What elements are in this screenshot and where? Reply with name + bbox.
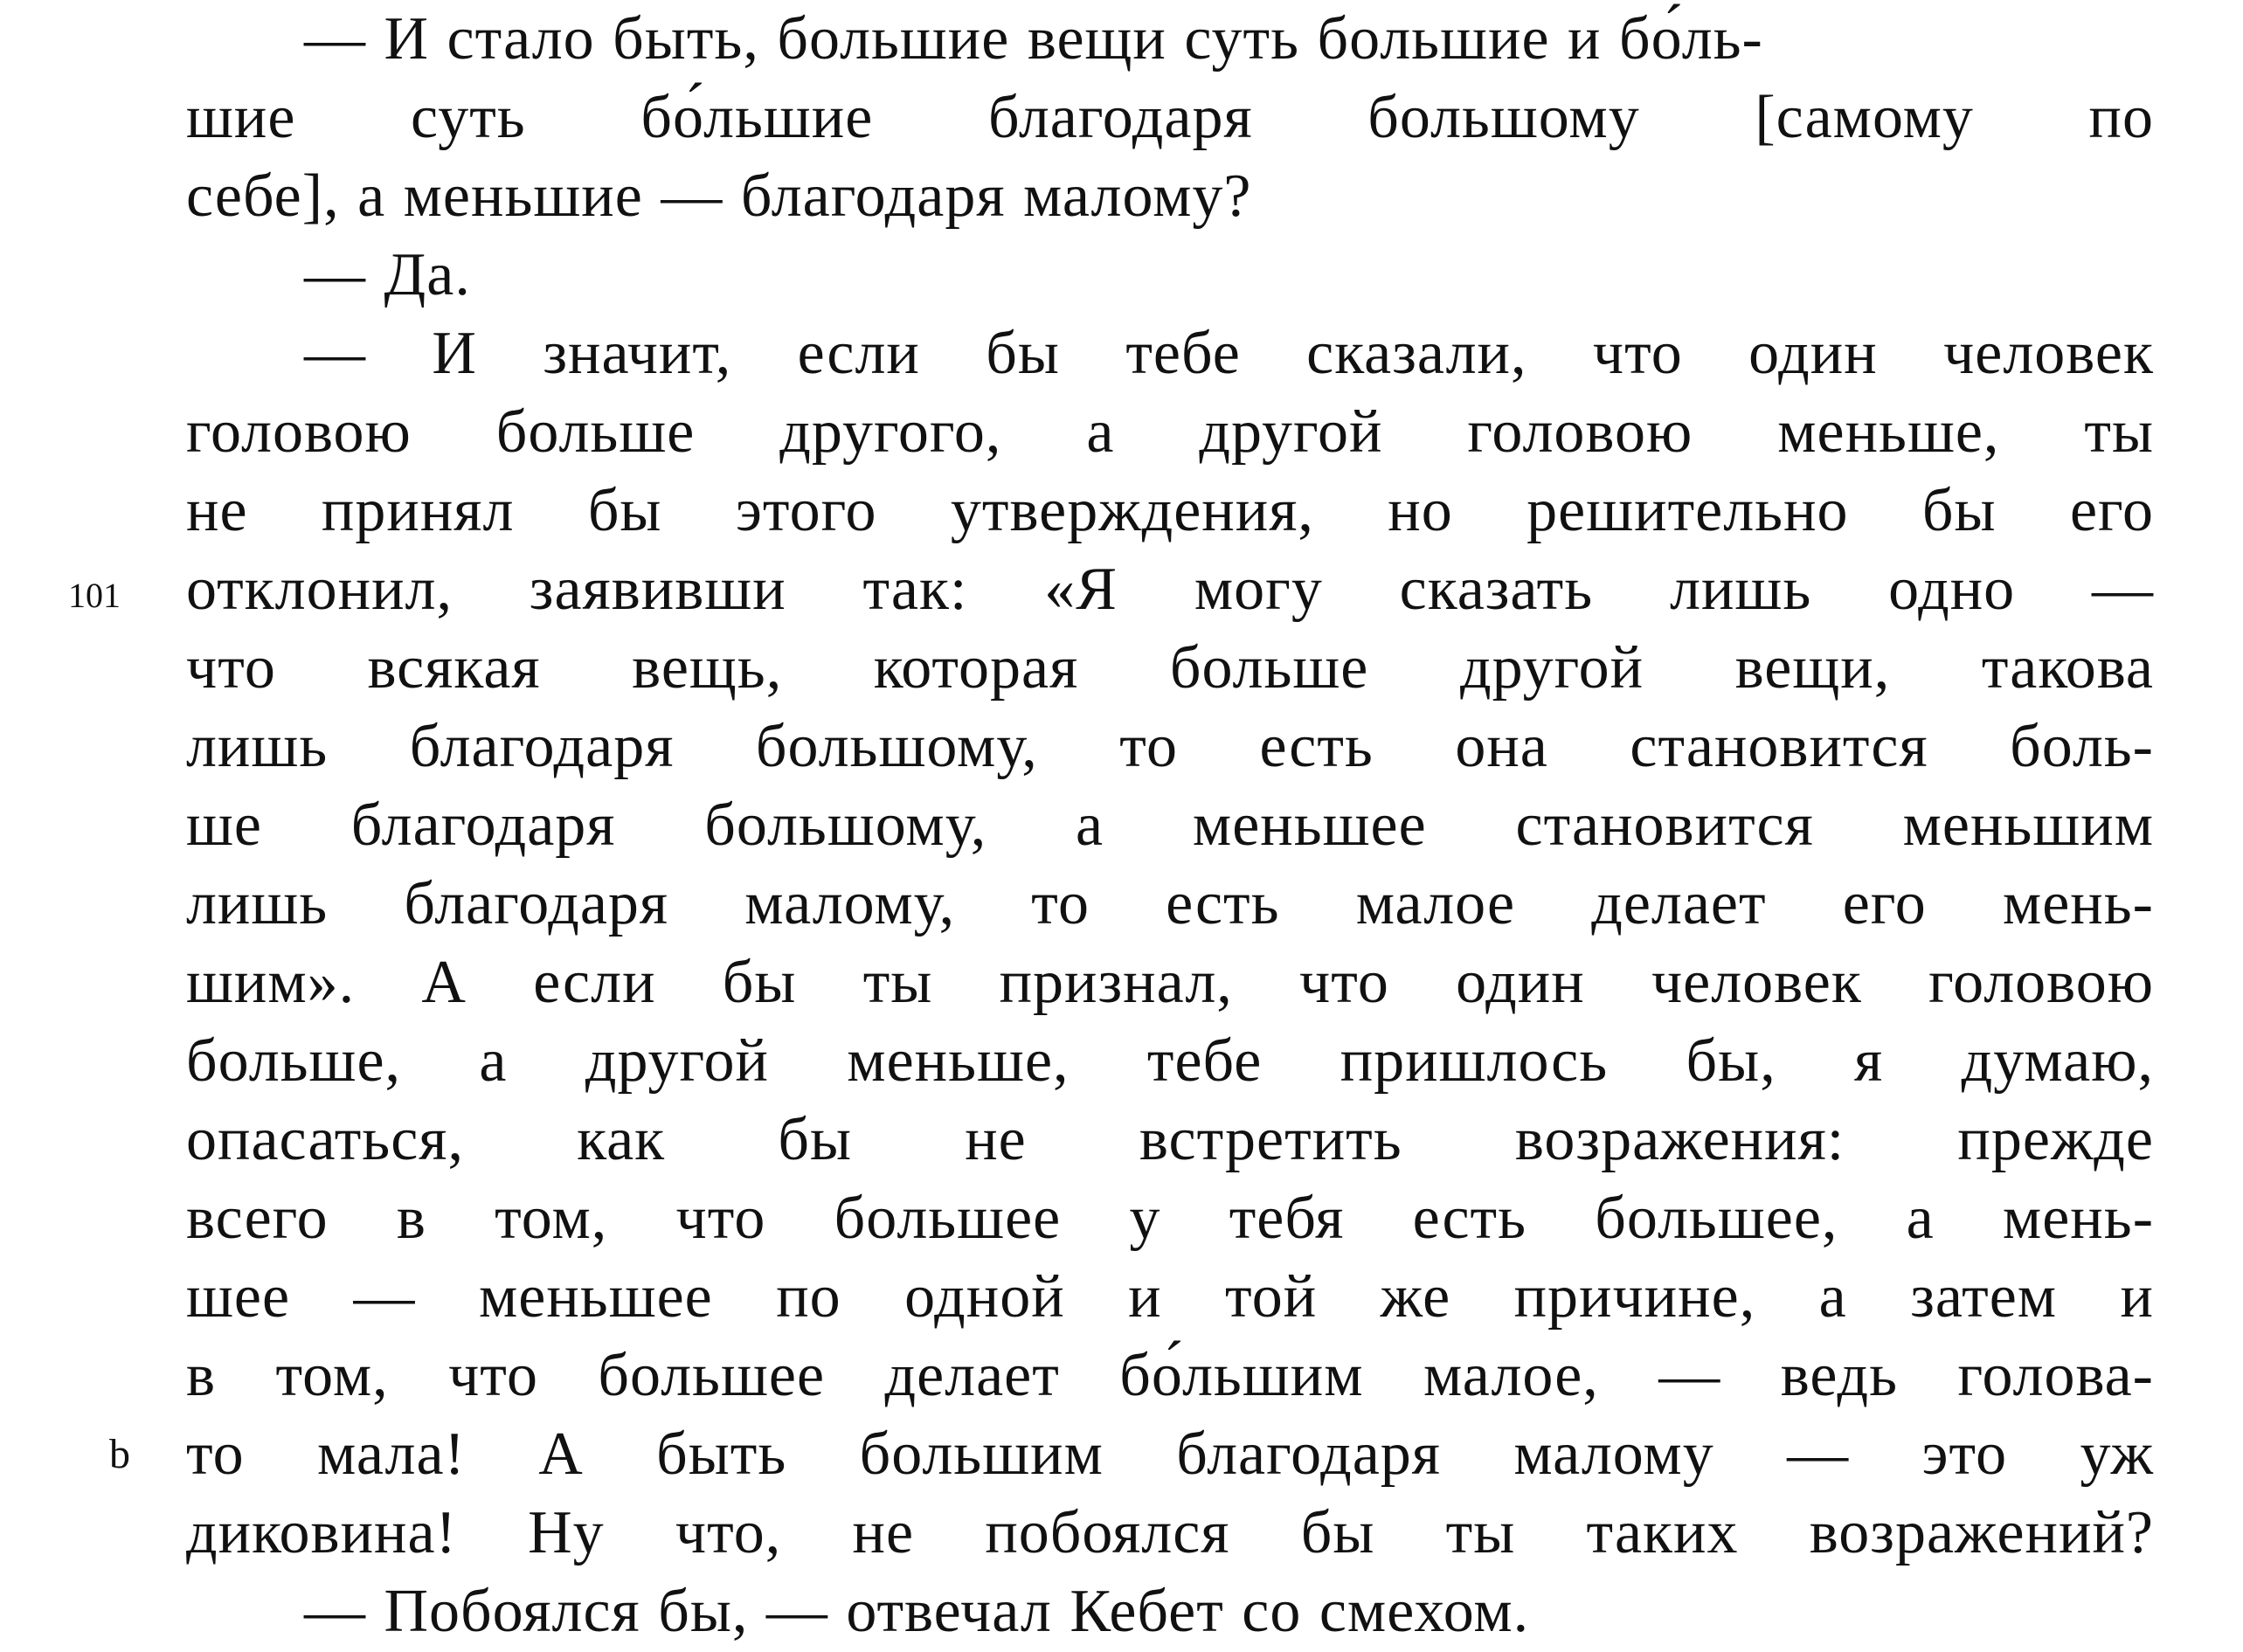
text-line: то мала! А быть большим благодаря малому — это уж <box>186 1420 2154 1488</box>
text-line: не принял бы этого утверждения, но решительно бы его <box>186 477 2154 544</box>
text-line: шие суть бо́льшие благодаря большому [самому по <box>186 84 2154 151</box>
text-line: что всякая вещь, которая больше другой вещи, такова <box>186 634 2154 702</box>
text-line: всего в том, что большее у тебя есть большее, а мень- <box>186 1185 2154 1252</box>
margin-page-number: 101 <box>68 576 121 615</box>
text-line: — Да. <box>304 241 471 308</box>
text-line: шим». А если бы ты признал, что один человек головою <box>186 949 2154 1016</box>
text-line: себе], а меньшие — благодаря малому? <box>186 162 1252 230</box>
text-line: лишь благодаря большому, то есть она становится боль- <box>186 713 2154 780</box>
margin-section-letter: b <box>109 1431 130 1477</box>
text-line: — И стало быть, большие вещи суть большие и бо́ль- <box>304 5 1763 73</box>
text-line: шее — меньшее по одной и той же причине, а затем и <box>186 1263 2154 1331</box>
text-line: опасаться, как бы не встретить возражения: прежде <box>186 1106 2154 1173</box>
text-line: — И значит, если бы тебе сказали, что один человек <box>304 320 2154 387</box>
text-line: головою больше другого, а другой головою меньше, ты <box>186 398 2154 466</box>
text-line: в том, что большее делает бо́льшим малое, — ведь голова- <box>186 1342 2154 1409</box>
text-line: лишь благодаря малому, то есть малое делает его мень- <box>186 870 2154 937</box>
text-line: диковина! Ну что, не побоялся бы ты таких возражений? <box>186 1499 2154 1566</box>
text-line: отклонил, заявивши так: «Я могу сказать лишь одно — <box>186 556 2154 623</box>
text-line: ше благодаря большому, а меньшее становится меньшим <box>186 791 2154 859</box>
text-line: больше, а другой меньше, тебе пришлось бы, я думаю, <box>186 1027 2154 1095</box>
text-line: — Побоялся бы, — отвечал Кебет со смехом. <box>304 1578 1530 1645</box>
